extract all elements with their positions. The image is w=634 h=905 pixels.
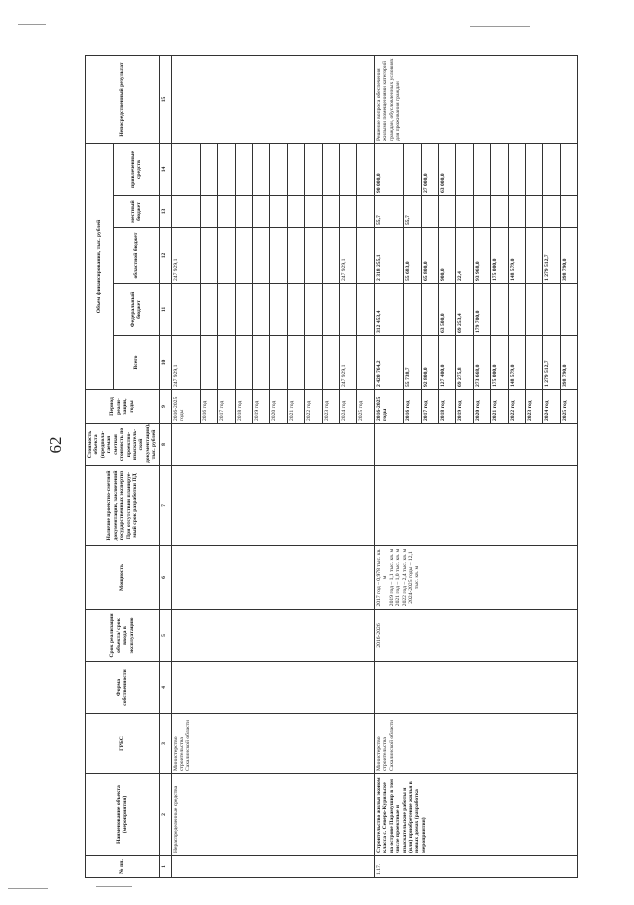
cell-local: [543, 196, 560, 228]
scan-mark: [470, 26, 530, 27]
cell-extra: [357, 144, 375, 196]
cell-regional: 65 800,0: [421, 228, 438, 284]
cell-local: [322, 196, 339, 228]
funding-table: [85, 55, 578, 878]
cell-total: 2 420 764,2: [374, 336, 403, 390]
scan-mark: [96, 886, 132, 887]
cell-regional: [235, 228, 252, 284]
cell-extra: [543, 144, 560, 196]
cell-extra: 90 000,0: [374, 144, 403, 196]
column-number: 8: [159, 424, 171, 466]
cell-period: 2018 год: [235, 390, 252, 424]
cell-federal: [253, 284, 270, 336]
cell-period: 2025 год: [560, 390, 578, 424]
cell-regional: [270, 228, 287, 284]
cell-cost: [374, 424, 577, 466]
cell-regional: [200, 228, 217, 284]
cell-grbs: Министерство строительства Сахалинской области: [171, 714, 374, 774]
cell-regional: 2 318 255,1: [374, 228, 403, 284]
column-number: 15: [159, 56, 171, 144]
cell-federal: [525, 284, 542, 336]
cell-total: 247 929,1: [171, 336, 200, 390]
cell-period: 2023 год: [525, 390, 542, 424]
capacity-line: 2024-2025 годы – 12,1 тыс. кв. м: [408, 551, 421, 604]
header-cost: Стоимость объекта (предполагаемая сметная стоимость по проектно-изыскательской документации), тыс. рублей: [86, 424, 160, 466]
cell-local: [305, 196, 322, 228]
cell-local: [253, 196, 270, 228]
cell-period: 2022 год: [305, 390, 322, 424]
cell-local: [473, 196, 490, 228]
cell-period: 2019 год: [253, 390, 270, 424]
cell-local: [456, 196, 473, 228]
cell-extra: [253, 144, 270, 196]
header-name: Наименование объекта (мероприятия): [86, 774, 160, 856]
cell-federal: [200, 284, 217, 336]
header-ownership: Форма собственности: [86, 662, 160, 714]
cell-period: 2018 год: [438, 390, 455, 424]
cell-period: 2017 год: [421, 390, 438, 424]
header-term: Срок реализации объекта/ срок ввода в эксплуатацию: [86, 610, 160, 662]
cell-local: [200, 196, 217, 228]
cell-extra: [322, 144, 339, 196]
header-no: № пп.: [86, 856, 160, 878]
rotated-table-container: [85, 56, 568, 878]
cell-regional: 93 968,0: [473, 228, 490, 284]
cell-extra: [171, 144, 200, 196]
cell-period: 2016 год: [404, 390, 421, 424]
cell-total: [322, 336, 339, 390]
cell-regional: 55 683,0: [404, 228, 421, 284]
cell-regional: 22,4: [456, 228, 473, 284]
cell-extra: [305, 144, 322, 196]
cell-period: 2019 год: [456, 390, 473, 424]
cell-regional: [287, 228, 304, 284]
cell-federal: [218, 284, 235, 336]
cell-federal: 312 453,4: [374, 284, 403, 336]
cell-federal: [508, 284, 525, 336]
cell-total: [357, 336, 375, 390]
cell-total: [200, 336, 217, 390]
cell-extra: 27 000,0: [421, 144, 438, 196]
column-number: 5: [159, 610, 171, 662]
header-grbs: ГРБС: [86, 714, 160, 774]
cell-term: [171, 610, 374, 662]
cell-result: Решение вопроса обеспечения жилыми помещениями категорий граждан, обусловленных условиях для проживания граждан: [374, 56, 577, 144]
cell-total: 273 668,0: [473, 336, 490, 390]
cell-federal: [235, 284, 252, 336]
cell-extra: [218, 144, 235, 196]
column-numbers-row: [159, 56, 171, 878]
cell-federal: [543, 284, 560, 336]
cell-federal: 69 253,4: [456, 284, 473, 336]
header-funding-group: Объем финансирования, тыс. рублей: [86, 144, 114, 390]
cell-period: 2020 год: [473, 390, 490, 424]
cell-total: [253, 336, 270, 390]
cell-local: [235, 196, 252, 228]
column-number: 10: [159, 336, 171, 390]
cell-result: [171, 56, 374, 144]
cell-local: [421, 196, 438, 228]
cell-local: [287, 196, 304, 228]
cell-period: 2025 год: [357, 390, 375, 424]
cell-total: 69 275,8: [456, 336, 473, 390]
cell-no: 1.17.: [374, 856, 577, 878]
cell-total: [525, 336, 542, 390]
cell-federal: [340, 284, 357, 336]
cell-total: 398 790,0: [560, 336, 578, 390]
header-period: Период реализации, годы: [86, 390, 160, 424]
column-number: 7: [159, 466, 171, 546]
cell-total: [305, 336, 322, 390]
cell-local: [357, 196, 375, 228]
cell-total: 247 929,1: [340, 336, 357, 390]
cell-federal: [322, 284, 339, 336]
column-number: 2: [159, 774, 171, 856]
cell-federal: [270, 284, 287, 336]
cell-capacity: [171, 546, 374, 610]
cell-object-name: Строительство жилья эконом класса с. Северо-Курильске на острове Парамушир в том числе проектные и изыскательские работы и (или) приобретение жилья в новых домах (разработка мероприятия): [374, 774, 577, 856]
cell-federal: [287, 284, 304, 336]
cell-total: 1 279 512,7: [543, 336, 560, 390]
cell-total: [287, 336, 304, 390]
cell-local: [491, 196, 508, 228]
cell-total: [270, 336, 287, 390]
cell-regional: [253, 228, 270, 284]
cell-federal: 63 500,0: [438, 284, 455, 336]
capacity-line: 2021 год – 1,0 тыс. кв. м: [395, 548, 402, 607]
scan-mark: [8, 888, 48, 889]
cell-regional: [357, 228, 375, 284]
cell-docs: [374, 466, 577, 546]
cell-period: 2021 год: [491, 390, 508, 424]
cell-total: 175 000,0: [491, 336, 508, 390]
cell-period: 2016 год: [200, 390, 217, 424]
column-number: 14: [159, 144, 171, 196]
cell-federal: [305, 284, 322, 336]
cell-ownership: [374, 662, 577, 714]
cell-extra: [456, 144, 473, 196]
cell-period: 2016-2025 годы: [171, 390, 200, 424]
cell-total: 148 579,0: [508, 336, 525, 390]
document-page: [85, 56, 568, 878]
cell-federal: [357, 284, 375, 336]
cell-federal: [171, 284, 200, 336]
cell-federal: [560, 284, 578, 336]
cell-extra: [560, 144, 578, 196]
cell-regional: 247 929,1: [171, 228, 200, 284]
cell-grbs: Министерство строительства Сахалинской области: [374, 714, 577, 774]
cell-extra: 63 000,0: [438, 144, 455, 196]
header-regional: областной бюджет: [113, 228, 159, 284]
column-number: 12: [159, 228, 171, 284]
column-number: 1: [159, 856, 171, 878]
cell-local: [171, 196, 200, 228]
cell-docs: [171, 466, 374, 546]
cell-local: [525, 196, 542, 228]
cell-federal: [421, 284, 438, 336]
cell-regional: 247 929,1: [340, 228, 357, 284]
cell-regional: [525, 228, 542, 284]
cell-extra: [287, 144, 304, 196]
header-extra: привлеченные средств: [113, 144, 159, 196]
page-number: 62: [46, 436, 65, 454]
cell-local: 55,7: [404, 196, 421, 228]
cell-local: [218, 196, 235, 228]
cell-extra: [235, 144, 252, 196]
cell-total: 127 400,0: [438, 336, 455, 390]
cell-local: 55,7: [374, 196, 403, 228]
header-docs: Наличие проектно-сметной документации, заключений государственных экспертиз При отсутствии планируемый срок разработки ПД: [86, 466, 160, 546]
cell-local: [508, 196, 525, 228]
cell-local: [270, 196, 287, 228]
capacity-line: 2019 год – 1,1 тыс. кв. м: [388, 548, 395, 607]
header-result: Непосредственный результат: [86, 56, 160, 144]
cell-extra: [270, 144, 287, 196]
cell-capacity: [374, 546, 577, 610]
header-local: местный бюджет: [113, 196, 159, 228]
table-row: [171, 56, 200, 878]
cell-total: 92 800,0: [421, 336, 438, 390]
cell-period: 2021 год: [287, 390, 304, 424]
cell-no: [171, 856, 374, 878]
cell-extra: [404, 144, 421, 196]
cell-regional: 148 579,0: [508, 228, 525, 284]
section-unallocated: [171, 56, 374, 878]
header-total: Всего: [113, 336, 159, 390]
cell-object-name: Нераспределенные средства: [171, 774, 374, 856]
cell-regional: [322, 228, 339, 284]
table-row: [374, 56, 403, 878]
cell-period: 2024 год: [543, 390, 560, 424]
cell-extra: [473, 144, 490, 196]
header-capacity: Мощность: [86, 546, 160, 610]
cell-extra: [491, 144, 508, 196]
cell-extra: [508, 144, 525, 196]
header-federal: Федеральный бюджет: [113, 284, 159, 336]
column-number: 6: [159, 546, 171, 610]
cell-regional: [218, 228, 235, 284]
cell-regional: 398 790,0: [560, 228, 578, 284]
column-number: 3: [159, 714, 171, 774]
column-number: 9: [159, 390, 171, 424]
cell-cost: [171, 424, 374, 466]
column-number: 13: [159, 196, 171, 228]
cell-period: 2020 год: [270, 390, 287, 424]
cell-local: [438, 196, 455, 228]
cell-term: 2016-2026: [374, 610, 577, 662]
cell-ownership: [171, 662, 374, 714]
cell-extra: [340, 144, 357, 196]
column-number: 11: [159, 284, 171, 336]
cell-local: [340, 196, 357, 228]
cell-federal: 179 700,0: [473, 284, 490, 336]
cell-period: 2023 год: [322, 390, 339, 424]
cell-extra: [525, 144, 542, 196]
cell-period: 2017 год: [218, 390, 235, 424]
cell-regional: 900,0: [438, 228, 455, 284]
capacity-line: 2017 год – 0,978 тыс. кв. м: [375, 548, 389, 607]
cell-total: [218, 336, 235, 390]
cell-federal: [404, 284, 421, 336]
cell-regional: 1 279 512,7: [543, 228, 560, 284]
cell-federal: [491, 284, 508, 336]
cell-extra: [200, 144, 217, 196]
cell-period: 2022 год: [508, 390, 525, 424]
scan-mark: [18, 24, 46, 25]
cell-regional: 175 000,0: [491, 228, 508, 284]
cell-period: 2016-2025 годы: [374, 390, 403, 424]
cell-regional: [305, 228, 322, 284]
section-housing-construction: [374, 56, 577, 878]
cell-local: [560, 196, 578, 228]
cell-total: [235, 336, 252, 390]
cell-period: 2024 год: [340, 390, 357, 424]
column-number: 4: [159, 662, 171, 714]
capacity-line: 2022 год – 2,4 тыс. кв. м: [401, 548, 408, 607]
cell-total: 55 738,7: [404, 336, 421, 390]
